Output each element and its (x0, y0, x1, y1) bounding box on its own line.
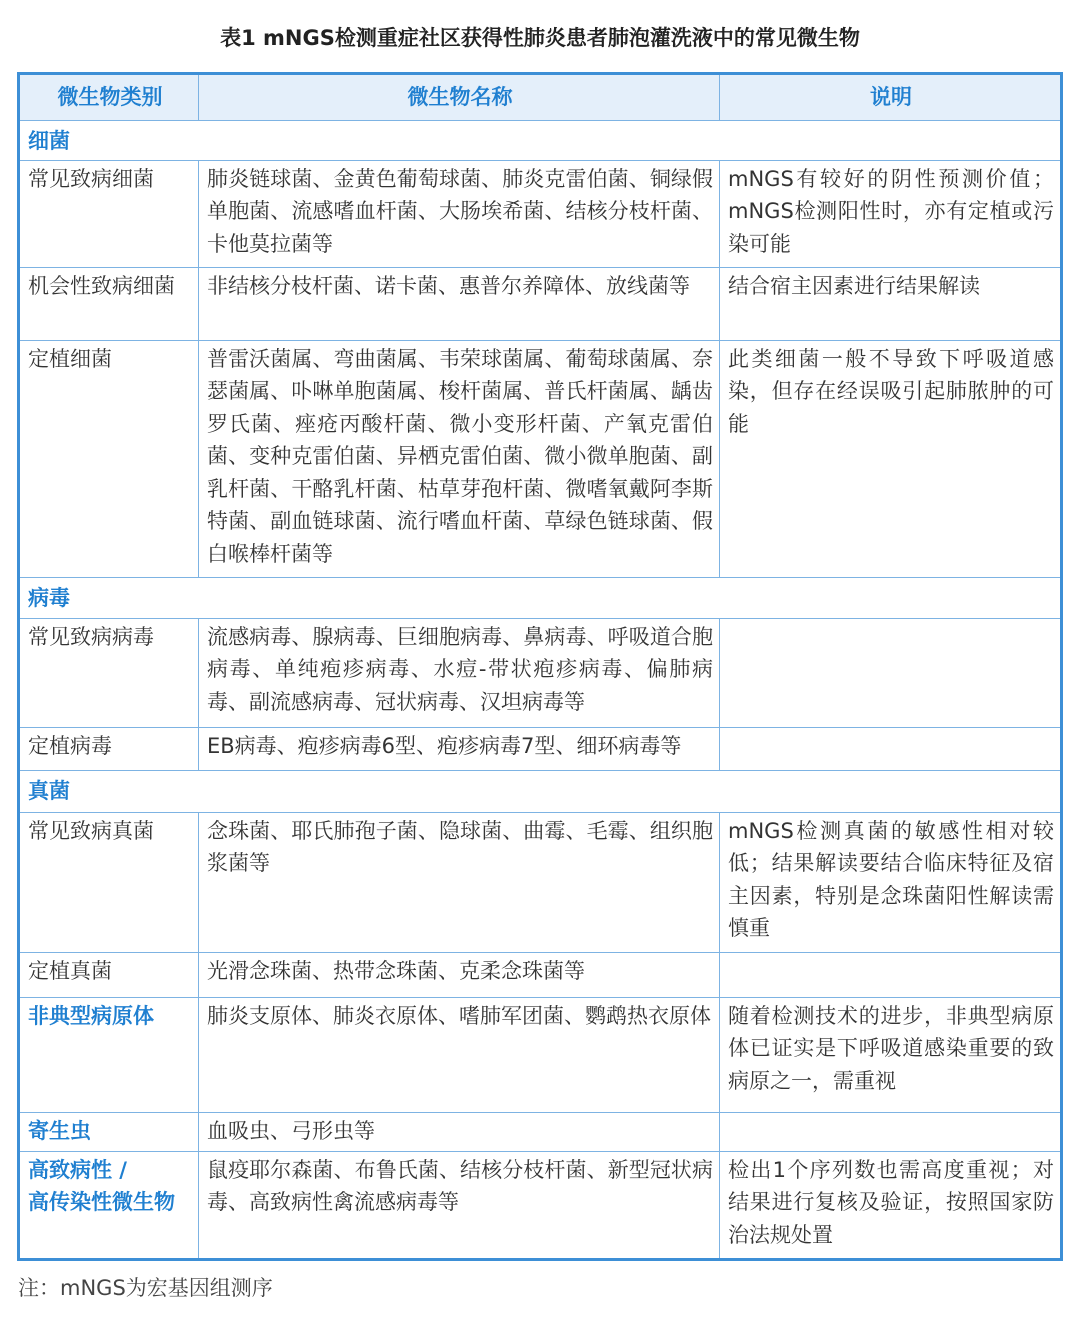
table-row (19, 340, 1062, 577)
header-note: 说明 (720, 74, 1062, 121)
table-row (19, 1151, 1062, 1259)
cell-category: 定植细菌 (19, 340, 199, 577)
cell-names: EB病毒、疱疹病毒6型、疱疹病毒7型、细环病毒等 (199, 727, 720, 770)
cell-names: 光滑念珠菌、热带念珠菌、克柔念珠菌等 (199, 952, 720, 997)
table-row (19, 952, 1062, 997)
table-row (19, 997, 1062, 1112)
cell-category: 定植真菌 (19, 952, 199, 997)
cell-note: 检出1个序列数也需高度重视；对结果进行复核及验证，按照国家防治法规处置 (720, 1151, 1062, 1259)
cell-category: 定植病毒 (19, 727, 199, 770)
cell-names: 鼠疫耶尔森菌、布鲁氏菌、结核分枝杆菌、新型冠状病毒、高致病性禽流感病毒等 (199, 1151, 720, 1259)
section-row (19, 770, 1062, 812)
table-row (19, 812, 1062, 952)
table-row (19, 160, 1062, 267)
table-row (19, 1112, 1062, 1151)
cell-category: 常见致病细菌 (19, 160, 199, 267)
cell-note: 此类细菌一般不导致下呼吸道感染，但存在经误吸引起肺脓肿的可能 (720, 340, 1062, 577)
cell-note (720, 1112, 1062, 1151)
footnote: 注：mNGS为宏基因组测序 (18, 1276, 273, 1300)
table-title: 表1 mNGS检测重症社区获得性肺炎患者肺泡灌洗液中的常见微生物 (220, 26, 860, 50)
cell-names: 非结核分枝杆菌、诺卡菌、惠普尔养障体、放线菌等 (199, 267, 720, 340)
table-row (19, 267, 1062, 340)
cell-note: mNGS有较好的阴性预测价值； mNGS检测阳性时，亦有定植或污染可能 (720, 160, 1062, 267)
cell-category: 常见致病病毒 (19, 618, 199, 727)
cell-note: mNGS检测真菌的敏感性相对较低；结果解读要结合临床特征及宿主因素，特别是念珠菌阳性解读需慎重 (720, 812, 1062, 952)
cell-note (720, 618, 1062, 727)
cell-category: 寄生虫 (19, 1112, 199, 1151)
cell-note: 结合宿主因素进行结果解读 (720, 267, 1062, 340)
cell-category: 机会性致病细菌 (19, 267, 199, 340)
section-fungi: 真菌 (19, 770, 1062, 812)
cell-names: 普雷沃菌属、弯曲菌属、韦荣球菌属、葡萄球菌属、奈瑟菌属、卟啉单胞菌属、梭杆菌属、普氏杆菌属、龋齿罗氏菌、痤疮丙酸杆菌、微小变形杆菌、产氧克雷伯菌、变种克雷伯菌、异栖克雷伯菌、微小微单胞菌、副乳杆菌、干酪乳杆菌、枯草芽孢杆菌、微嗜氧戴阿李斯特菌、副血链球菌、流行嗜血杆菌、草绿色链球菌、假白喉棒杆菌等 (199, 340, 720, 577)
header-names: 微生物名称 (199, 74, 720, 121)
cell-names: 流感病毒、腺病毒、巨细胞病毒、鼻病毒、呼吸道合胞病毒、单纯疱疹病毒、水痘-带状疱疹病毒、偏肺病毒、副流感病毒、冠状病毒、汉坦病毒等 (199, 618, 720, 727)
header-row (19, 74, 1062, 121)
cell-names: 肺炎支原体、肺炎衣原体、嗜肺军团菌、鹦鹉热衣原体 (199, 997, 720, 1112)
header-category: 微生物类别 (19, 74, 199, 121)
cell-category: 常见致病真菌 (19, 812, 199, 952)
cell-names: 念珠菌、耶氏肺孢子菌、隐球菌、曲霉、毛霉、组织胞浆菌等 (199, 812, 720, 952)
cell-note (720, 952, 1062, 997)
microorganism-table (17, 72, 1063, 1261)
section-row (19, 577, 1062, 618)
cell-category: 非典型病原体 (19, 997, 199, 1112)
table-row (19, 727, 1062, 770)
section-bacteria: 细菌 (19, 121, 1062, 161)
cell-category: 高致病性 / 高传染性微生物 (19, 1151, 199, 1259)
cell-names: 血吸虫、弓形虫等 (199, 1112, 720, 1151)
cell-note: 随着检测技术的进步，非典型病原体已证实是下呼吸道感染重要的致病原之一，需重视 (720, 997, 1062, 1112)
table-row (19, 618, 1062, 727)
section-row (19, 121, 1062, 161)
cell-note (720, 727, 1062, 770)
section-virus: 病毒 (19, 577, 1062, 618)
cell-names: 肺炎链球菌、金黄色葡萄球菌、肺炎克雷伯菌、铜绿假单胞菌、流感嗜血杆菌、大肠埃希菌、结核分枝杆菌、卡他莫拉菌等 (199, 160, 720, 267)
